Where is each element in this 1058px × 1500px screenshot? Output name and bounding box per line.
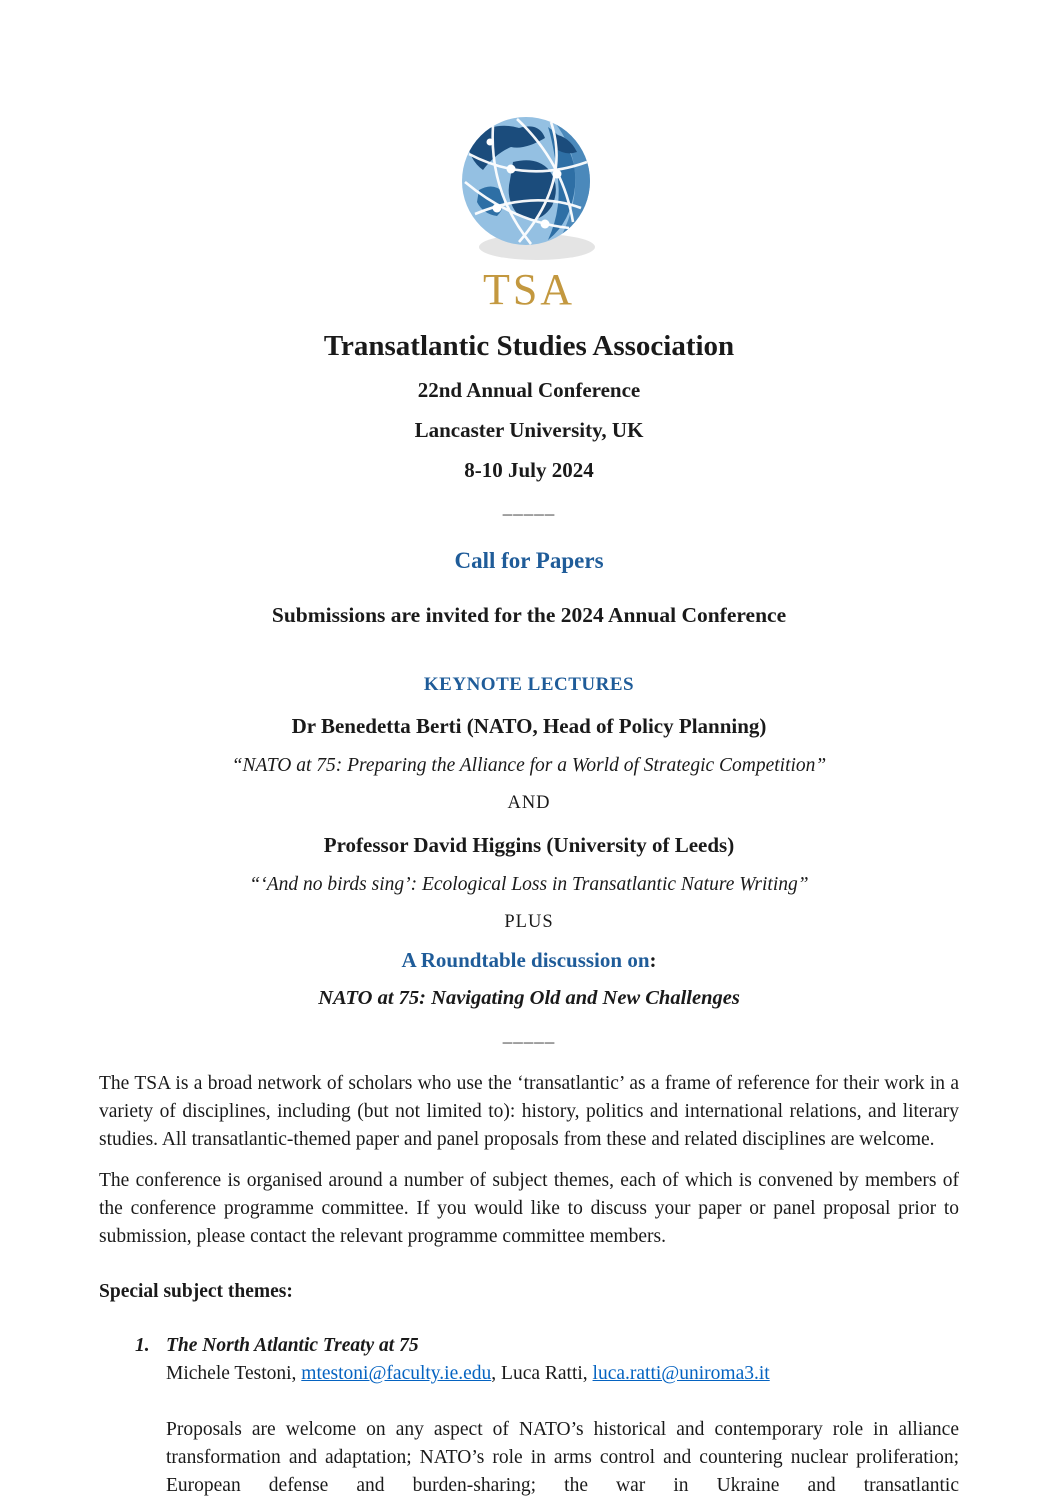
theme-number: 1.	[135, 1335, 150, 1356]
contact-text: Michele Testoni,	[166, 1363, 302, 1384]
theme-contacts-line	[99, 1360, 959, 1388]
keynote-lectures-heading: KEYNOTE LECTURES	[423, 674, 635, 695]
section-divider: _____	[502, 1025, 556, 1046]
keynote-talk-title-1: “NATO at 75: Preparing the Alliance for a World of Strategic Competition”	[231, 755, 827, 776]
conference-number-line: 22nd Annual Conference	[417, 378, 641, 402]
email-link-luca-ratti[interactable]: luca.ratti@uniroma3.it	[592, 1363, 770, 1384]
globe-network-icon	[453, 112, 605, 262]
tsa-wordmark: TSA	[482, 265, 576, 314]
conference-dates-line: 8-10 July 2024	[464, 458, 594, 482]
theme-description: Proposals are welcome on any aspect of NATO’s historical and contemporary role in alliance transformation and adaptation; NATO’s role in arms control and countering nuclear proliferation; European defense and burden-sharing; the war in Ukraine and transatlantic	[166, 1419, 959, 1496]
call-for-papers-heading: Call for Papers	[454, 548, 604, 573]
and-label: AND	[507, 793, 551, 813]
intro-paragraph-1: The TSA is a broad network of scholars who use the ‘transatlantic’ as a frame of reference for their work in a variety of disciplines, including (but not limited to): history, politics and international relations, and literary studies. All transatlantic-themed paper and panel proposals from these and related disciplines are welcome.	[99, 1073, 959, 1150]
theme-title: The North Atlantic Treaty at 75	[166, 1335, 419, 1356]
special-subject-themes-heading: Special subject themes:	[99, 1281, 293, 1302]
section-divider: _____	[502, 497, 556, 518]
roundtable-title: NATO at 75: Navigating Old and New Challenges	[318, 987, 740, 1009]
contact-text: , Luca Ratti,	[491, 1363, 593, 1384]
intro-paragraph-2: The conference is organised around a number of subject themes, each of which is convened by members of the conference programme committee. If you would like to discuss your paper or panel proposal prior to submission, please contact the relevant programme committee members.	[99, 1170, 959, 1247]
roundtable-heading-colon: :	[649, 948, 657, 972]
roundtable-heading-text: A Roundtable discussion on	[401, 948, 650, 972]
roundtable-heading	[99, 947, 959, 973]
submissions-subheading: Submissions are invited for the 2024 Annual Conference	[271, 603, 787, 627]
keynote-talk-title-2: “‘And no birds sing’: Ecological Loss in Transatlantic Nature Writing”	[249, 874, 809, 895]
tsa-logo	[99, 0, 959, 313]
keynote-speaker-1: Dr Benedetta Berti (NATO, Head of Policy Planning)	[291, 714, 767, 738]
theme-title-row	[99, 1332, 959, 1360]
keynote-speaker-2: Professor David Higgins (University of Leeds)	[323, 833, 735, 857]
plus-label: PLUS	[504, 912, 554, 932]
email-link-mtestoni[interactable]: mtestoni@faculty.ie.edu	[301, 1363, 492, 1384]
theme-item	[99, 1332, 959, 1500]
page-title: Transatlantic Studies Association	[323, 330, 735, 362]
conference-location-line: Lancaster University, UK	[414, 418, 644, 442]
